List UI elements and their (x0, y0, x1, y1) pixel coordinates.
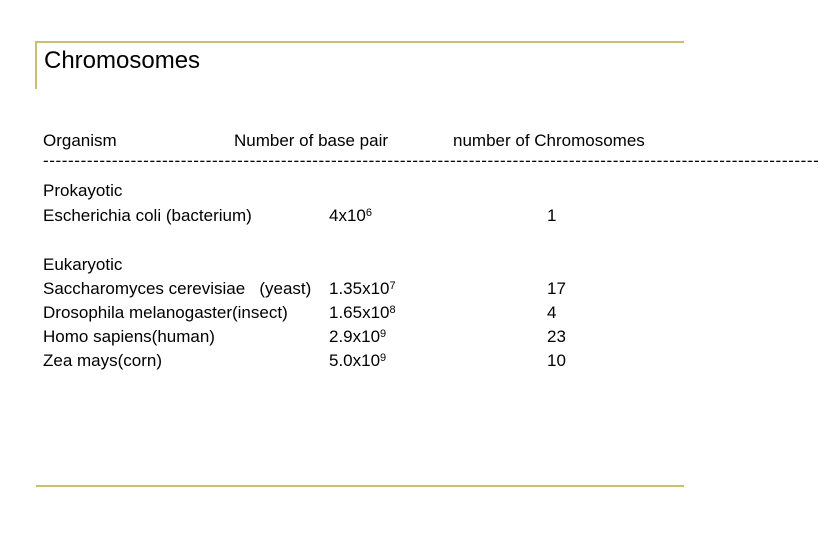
organism-name: Homo sapiens(human) (43, 327, 215, 346)
exponent: 9 (380, 328, 387, 340)
slide-title: Chromosomes (44, 47, 201, 74)
base-pair-count: $2.9x10^9$ (329, 327, 387, 346)
chromosome-count: 4 (547, 303, 557, 322)
group-label-eukaryotic: Eukaryotic (43, 255, 123, 274)
header-organism: Organism (43, 131, 117, 150)
chromosome-count: 10 (547, 351, 566, 370)
bottom-rule (36, 485, 684, 487)
base-pair-count: $5.0x10^9$ (329, 351, 387, 370)
organism-name: Zea mays(corn) (43, 351, 163, 370)
exponent: 9 (380, 352, 387, 364)
organism-name: Escherichia coli (bacterium) (43, 206, 252, 225)
header-base-pairs: Number of base pair (234, 131, 389, 150)
organism-name: Saccharomyces cerevisiae (yeast) (43, 279, 312, 298)
header-chromosomes: number of Chromosomes (453, 131, 645, 150)
base-pair-count: $1.35x10^7$ (329, 279, 396, 298)
organism-name: Drosophila melanogaster(insect) (43, 303, 288, 322)
exponent: 6 (365, 207, 372, 219)
chromosome-count: 17 (547, 279, 566, 298)
exponent: 7 (389, 280, 396, 292)
base-pair-count: $1.65x10^8$ (329, 303, 396, 322)
chromosome-count: 23 (547, 327, 566, 346)
top-rule (36, 41, 684, 43)
chromosome-count: 1 (547, 206, 557, 225)
left-rule (35, 41, 37, 89)
group-label-prokaryotic: Prokayotic (43, 181, 123, 200)
exponent: 8 (389, 304, 396, 316)
divider-line: ---------------------------------------------------------------------------------------------------------------------------- (43, 151, 819, 170)
base-pair-count: $4x10^6$ (329, 206, 372, 225)
